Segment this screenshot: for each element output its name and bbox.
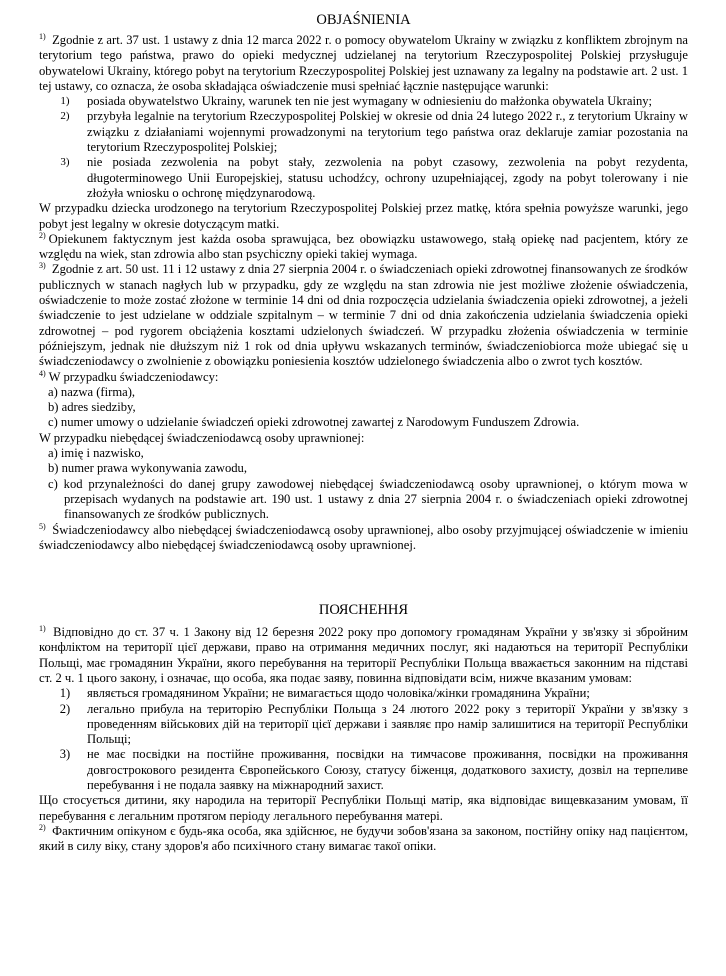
footnote-marker: 5) — [39, 521, 46, 531]
list-item: 1) являється громадянином України; не вимагається щодо чоловіка/жінки громадянина України; — [59, 686, 590, 701]
footnote-marker: 1) — [39, 624, 46, 634]
footnote-text: W przypadku dziecka urodzonego na terytorium Rzeczypospolitej Polskiej przez matkę, która spełnia powyższe warunki, jego pobyt jest legalny w okresie dotyczącym matki. — [39, 201, 688, 231]
footnote-text: Що стосується дитини, яку народила на території Республіки Польщі матір, яка відповідає вищевказаним умовам, її перебування є легальним протягом періоду легального перебування матері. — [39, 793, 688, 823]
footnote-text: W przypadku niebędącej świadczeniodawcą osoby uprawnionej: — [39, 430, 365, 445]
list-item: 3) nie posiada zezwolenia na pobyt stały, zezwolenia na pobyt czasowy, zezwolenia na pobyt rezydenta, długoterminowego Unii Europejskiej, statusu uchodźcy, ochrony uzupełniającej, zgody na pobyt tolerowany i nie złożyła wniosku o ochronę międzynarodową. — [60, 155, 688, 200]
page-title-pl: OBJAŚNIENIA — [316, 12, 411, 28]
list-item: 1) posiada obywatelstwo Ukrainy, warunek ten nie jest wymagany w odniesieniu do małżonka obywatela Ukrainy; — [60, 94, 653, 109]
footnote-3-pl: $^{3)}$ Zgodnie z art. 50 ust. 11 i 12 ustawy z dnia 27 sierpnia 2004 r. o świadczeniach opieki zdrowotnej finansowanych ze środków publicznych w stanach nagłych lub w przypadku, gdy ze względu na stan zdrowia nie jest możliwe złożenie oświadczenia, oświadczenie to może zostać złożone w terminie 14 dni od dnia rozpoczęcia udzielania świadczenia opieki zdrowotnej, a jeżeli świadczenie to jest udzielane w oddziale szpitalnym – w terminie 7 dni od dnia zakończenia udzielania świadczenia opieki zdrowotnej – pod rygorem obciążenia kosztami udzielonych świadczeń. W przypadku złożenia oświadczenia w terminie późniejszym, jednak nie dłuższym niż 1 rok od dnia upływu wskazanych terminów, świadczeniobiorca może ubiegać się u świadczeniodawcy o zwolnienie z obowiązku poniesienia kosztów udzielonego świadczenia albo o zwrot tych kosztów. — [39, 261, 688, 369]
list-item: c) numer umowy o udzielanie świadczeń opieki zdrowotnej zawartej z Narodowym Funduszem Zdrowia. — [48, 415, 580, 430]
list-item: c) kod przynależności do danej grupy zawodowej niebędącej świadczeniodawcą osoby uprawnionej, o którym mowa w przepisach wydanych na podstawie art. 190 ust. 1 ustawy z dnia 27 sierpnia 2004 r. o świadczeniach opieki zdrowotnej finansowanych ze środków publicznych. — [48, 476, 688, 522]
list-item: 3) не має посвідки на постійне проживання, посвідки на тимчасове проживання, посвідки на проживання довгострокового резидента Європейського Союзу, статусу біженця, додаткового захисту, дозвіл на терпеливе перебування і не подала заявку на міжнародний захист. — [59, 747, 688, 793]
list-item: a) imię i nazwisko, — [48, 446, 144, 461]
footnote-marker: 1) — [39, 32, 46, 41]
list-item: a) nazwa (firma), — [48, 384, 136, 399]
footnote-marker: 4) — [39, 368, 46, 378]
footnote-2-pl: $^{2)}$ Opiekunem faktycznym jest każda osoba sprawująca, bez obowiązku ustawowego, stałą opiekę nad pacjentem, który ze względu na wiek, stan zdrowia albo stan psychiczny opieki takiej wymaga. — [39, 230, 688, 262]
footnote-4-pl: $^{4)}$ W przypadku świadczeniodawcy: a) nazwa (firma), b) adres siedziby, c) numer umowy o udzielanie świadczeń opieki zdrowotnej zawartej z Narodowym Funduszem Zdrowia. W przypadku niebędącej świadczeniodawcą osoby uprawnionej: a) imię i nazwisko, b) numer prawa wykonywania zawodu, c) kod przynależności do danej grupy zawodowej niebędącej świadczeniodawcą osoby uprawnionej, o którym mowa w przepisach wydanych na podstawie art. 190 ust. 1 ustawy z dnia 27 sierpnia 2004 r. o świadczeniach opieki zdrowotnej finansowanych ze środków publicznych. — [39, 368, 688, 522]
footnote-2-ua: $^{2)}$ Фактичним опікуном є будь-яка особа, яка здійснює, не будучи зобов'язана за законом, постійну опіку над пацієнтом, який в силу віку, стану здоров'я або психічного стану вимагає такої опіки. — [39, 822, 689, 854]
list-item: 2) przybyła legalnie na terytorium Rzeczypospolitej Polskiej w okresie od dnia 24 lutego 2022 r., z terytorium Ukrainy w związku z działaniami wojennymi prowadzonymi na terytorium tego państwa oraz deklaruje zamiar pozostania na terytorium Rzeczypospolitej Polskiej; — [60, 109, 688, 155]
list-item: 2) легально прибула на територію Республіки Польща з 24 лютого 2022 року з території України у зв'язку з проведенням військових дій на території цієї держави і заявляє про намір залишитися на території Республіки Польщі; — [59, 701, 688, 747]
footnote-marker: 3) — [39, 261, 46, 271]
footnote-1-ua — [39, 625, 688, 824]
footnote-5-pl: $^{5)}$ Świadczeniodawcy albo niebędącej świadczeniodawcą osoby uprawnionej, albo osoby przyjmującej oświadczenie w imieniu świadczeniodawcy albo niebędącej świadczeniodawcą osoby uprawnionej. — [39, 521, 688, 552]
list-item: b) numer prawa wykonywania zawodu, — [48, 461, 247, 476]
page-title-ua: ПОЯСНЕННЯ — [318, 602, 409, 619]
list-item: b) adres siedziby, — [48, 400, 136, 415]
footnote-marker: 2) — [39, 230, 46, 240]
footnote-1-pl — [39, 33, 688, 232]
footnote-text: Відповідно до ст. 37 ч. 1 Закону від 12 березня 2022 року про допомогу громадянам України у зв'язку зі збройним конфліктом на території цієї держави, право на отримання медичних послуг, які надаються на території Республіки Польщі, має громадянин України, якого перебування на території Республіки Польща вважається законним на підставі ст. 2 ч. 1 цього закону, і означає, що особа, яка подає заяву, повинна відповідати всім, нижче вказаним умовам: — [39, 625, 688, 685]
footnote-marker: 2) — [39, 822, 46, 832]
footnote-text: Zgodnie z art. 37 ust. 1 ustawy z dnia 12 marca 2022 r. o pomocy obywatelom Ukrainy w związku z konfliktem zbrojnym na terytorium tego państwa, prawo do opieki medycznej udzielanej na terytorium Rzeczypospolitej Polskiej przysługuje obywatelowi Ukrainy, którego pobyt na terytorium Rzeczypospolitej Polskiej jest uznawany za legalny na podstawie art. 2 ust. 1 tej ustawy, co oznacza, że osoba składająca oświadczenie musi spełniać łącznie następujące warunki: — [39, 33, 688, 93]
